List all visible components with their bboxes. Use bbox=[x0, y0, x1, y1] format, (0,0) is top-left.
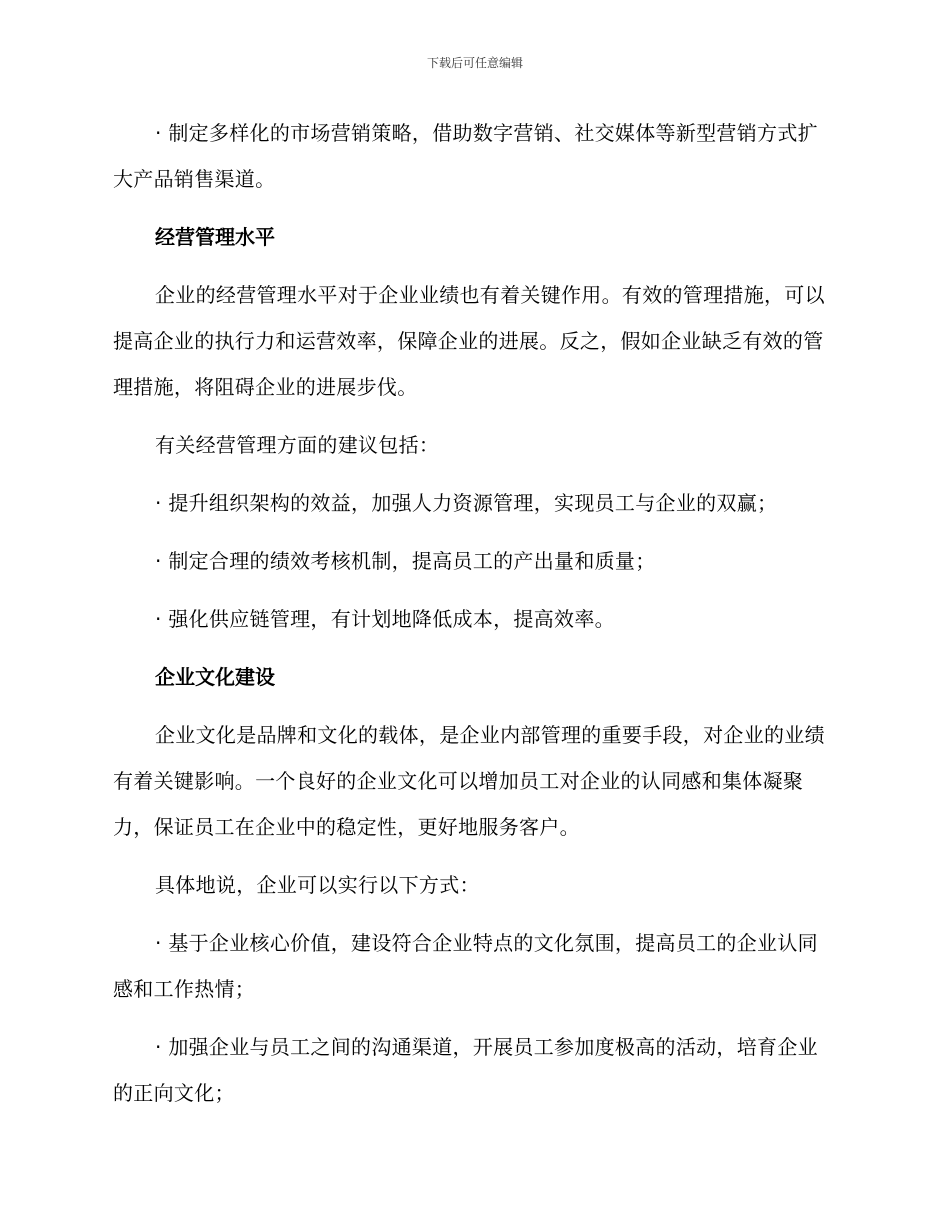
paragraph-management-intro: 企业的经营管理水平对于企业业绩也有着关键作用。有效的管理措施，可以提高企业的执行力和运营效率，保障企业的进展。反之，假如企业缺乏有效的管理措施，将阻碍企业的进展步伐。 bbox=[113, 283, 825, 399]
bullet-communication: · 加强企业与员工之间的沟通渠道，开展员工参加度极高的活动，培育企业的正向文化； bbox=[113, 1035, 818, 1105]
page-header: 下载后可任意编辑 bbox=[426, 56, 523, 70]
document-body bbox=[113, 110, 835, 1128]
section-heading-management: 经营管理水平 bbox=[155, 225, 275, 249]
bullet-core-values: · 基于企业核心价值，建设符合企业特点的文化氛围，提高员工的企业认同感和工作热情； bbox=[113, 931, 818, 1001]
bullet-performance-review: · 制定合理的绩效考核机制，提高员工的产出量和质量； bbox=[155, 549, 656, 573]
paragraph-management-suggestions: 有关经营管理方面的建议包括： bbox=[155, 433, 440, 457]
paragraph-culture-intro: 企业文化是品牌和文化的载体，是企业内部管理的重要手段，对企业的业绩有着关键影响。一个良好的企业文化可以增加员工对企业的认同感和集体凝聚力，保证员工在企业中的稳定性，更好地服务客户。 bbox=[113, 723, 825, 839]
bullet-marketing-strategy: · 制定多样化的市场营销策略，借助数字营销、社交媒体等新型营销方式扩大产品销售渠道。 bbox=[113, 121, 818, 191]
section-heading-culture: 企业文化建设 bbox=[155, 665, 275, 689]
bullet-supply-chain: · 强化供应链管理，有计划地降低成本，提高效率。 bbox=[155, 607, 615, 631]
bullet-org-structure: · 提升组织架构的效益，加强人力资源管理，实现员工与企业的双赢； bbox=[155, 491, 778, 515]
paragraph-culture-methods: 具体地说，企业可以实行以下方式： bbox=[155, 873, 480, 897]
